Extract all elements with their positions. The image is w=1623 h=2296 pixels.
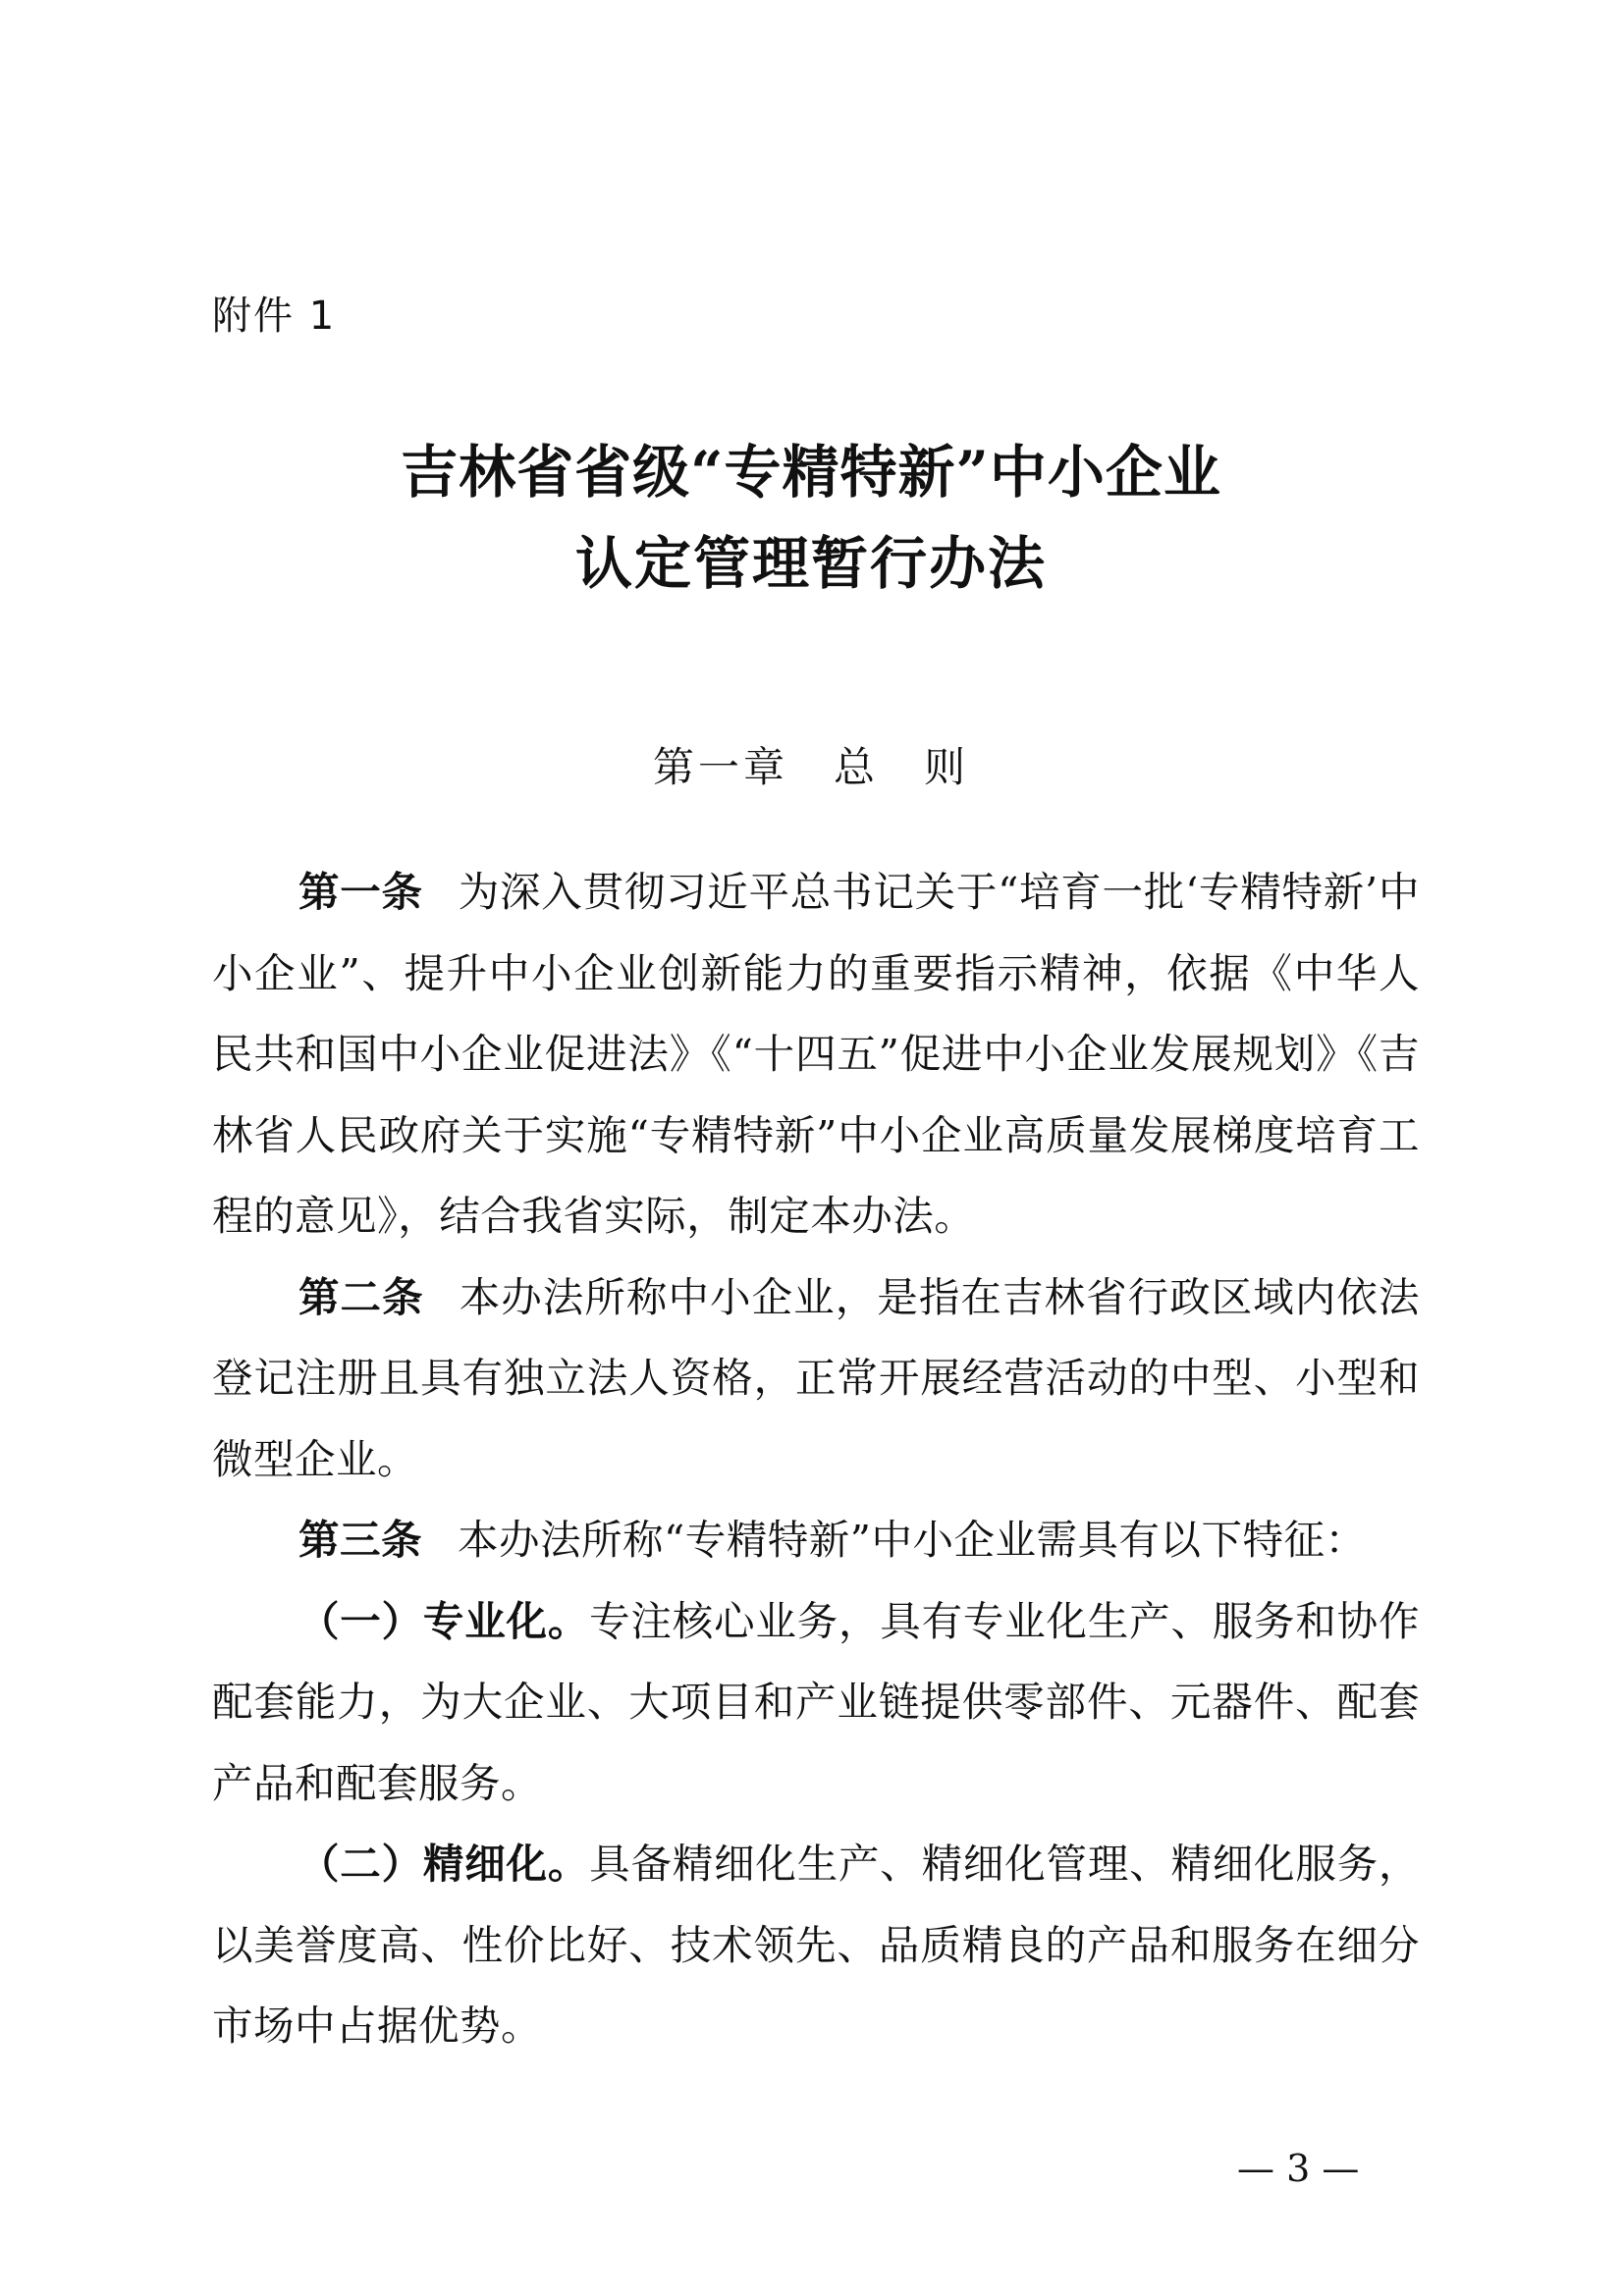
page-number: — 3 —: [1237, 2147, 1360, 2190]
document-title-line-1: 吉林省省级“专精特新”中小企业: [401, 439, 1221, 506]
article-text: 本办法所称“专精特新”中小企业需具有以下特征：: [458, 1516, 1367, 1564]
article-label: 第一条: [298, 868, 423, 916]
document-title-line-2: 认定管理暂行办法: [574, 530, 1047, 597]
chapter-heading: 第一章 总 则: [652, 743, 969, 791]
item-text: 专注核心业务，具有专业化生产、服务和协作配套能力，为大企业、大项目和产业链提供零部件、元器件、配套产品和配套服务。: [212, 1596, 1420, 1807]
article-text: 本办法所称中小企业，是指在吉林省行政区域内依法登记注册且具有独立法人资格，正常开展经营活动的中型、小型和微型企业。: [212, 1272, 1420, 1483]
article-label: 第三条: [298, 1516, 423, 1564]
article-paragraph: [212, 1500, 1420, 1581]
item-lead: （一）专业化。: [298, 1596, 590, 1645]
article-text: 为深入贯彻习近平总书记关于“培育一批‘专精特新’中小企业”、提升中小企业创新能力的重要指示精神，依据《中华人民共和国中小企业促进法》《“十四五”促进中小企业发展规划》《吉林省人民政府关于实施“专精特新”中小企业高质量发展梯度培育工程的意见》，结合我省实际，制定本办法。: [212, 868, 1420, 1240]
attachment-label: 附件 1: [212, 294, 337, 339]
item-paragraph: [212, 1824, 1420, 2067]
item-paragraph: [212, 1581, 1420, 1825]
item-lead: （二）精细化。: [298, 1840, 590, 1888]
article-paragraph: [212, 1257, 1420, 1501]
article-paragraph: [212, 852, 1420, 1257]
document-body: [212, 852, 1420, 2067]
article-label: 第二条: [298, 1272, 424, 1321]
item-text: 具备精细化生产、精细化管理、精细化服务，以美誉度高、性价比好、技术领先、品质精良的产品和服务在细分市场中占据优势。: [212, 1840, 1420, 2050]
